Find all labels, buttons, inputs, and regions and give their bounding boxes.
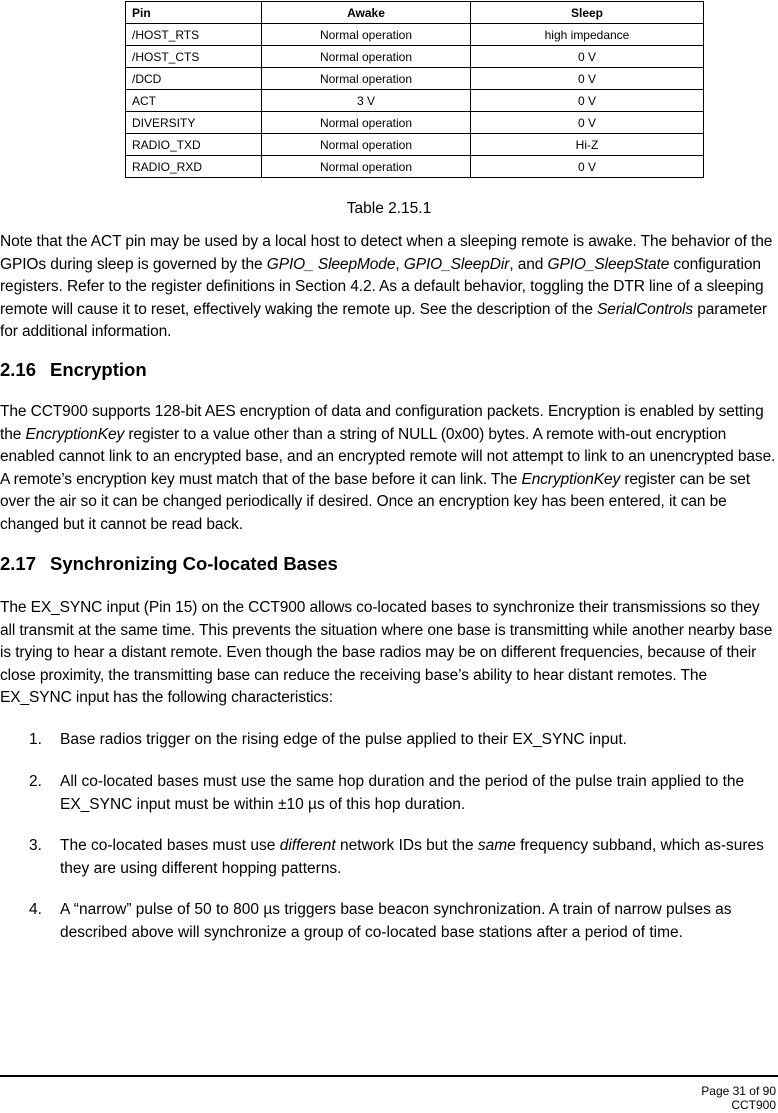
section-heading-sync	[0, 553, 338, 575]
text-run: The co-located bases must use	[60, 837, 280, 854]
pin-state-table	[125, 1, 704, 178]
table-header-pin: Pin	[126, 2, 262, 24]
table-cell: Normal operation	[262, 134, 471, 156]
table-row	[126, 156, 704, 178]
table-row	[126, 68, 704, 90]
act-pin-paragraph	[0, 231, 776, 344]
table-header-awake: Awake	[262, 2, 471, 24]
page-number: Page 31 of 90	[701, 1084, 776, 1098]
table-row	[126, 134, 704, 156]
table-cell: Normal operation	[262, 112, 471, 134]
table-cell: Normal operation	[262, 24, 471, 46]
register-name: GPIO_ SleepMode	[266, 255, 396, 273]
table-header-row	[126, 2, 704, 24]
list-text: Base radios trigger on the rising edge of the pulse applied to their EX_SYNC input.	[60, 731, 627, 748]
section-title: Synchronizing Co-located Bases	[50, 553, 338, 574]
emphasis: different	[279, 837, 336, 854]
table-cell: 0 V	[471, 90, 704, 112]
table-header-sleep: Sleep	[471, 2, 704, 24]
list-text: A “narrow” pulse of 50 to 800 µs triggers base beacon synchronization. A train of narrow pulses as described above will synchronize a group of co-located base stations after a period of time.	[60, 901, 732, 941]
sync-paragraph: The EX_SYNC input (Pin 15) on the CCT900 allows co-located bases to synchronize their transmissions so they all transmit at the same time. This prevents the situation where one base is transmitting while another nearby base is trying to hear a distant remote. Even though the base radios may be on different frequencies, because of their close proximity, the transmitting base can reduce the receiving base’s ability to hear distant remotes. The EX_SYNC input has the following characteristics:	[0, 599, 773, 706]
text-run: The CCT900 supports 128-bit AES encryption of data and configuration packets. Encryption is enabled by setting the	[0, 403, 764, 443]
list-number: 4.	[29, 901, 42, 918]
encryption-paragraph	[0, 401, 776, 536]
text-run: parameter for additional information.	[0, 300, 767, 340]
table-cell: 0 V	[471, 68, 704, 90]
list-text: All co-located bases must use the same hop duration and the period of the pulse train applied to the EX_SYNC input must be within ±10 µs of this hop duration.	[60, 773, 745, 813]
table-row	[126, 90, 704, 112]
text-run: , and	[509, 255, 548, 273]
text-run: register can be set over the air so it can be changed periodically if desired. Once an encryption key has been entered, it can be changed but it cannot be read back.	[0, 470, 750, 533]
emphasis: same	[477, 837, 516, 854]
table-row	[126, 24, 704, 46]
table-cell: /DCD	[126, 68, 262, 90]
text-run: ,	[395, 255, 404, 273]
register-name: GPIO_SleepDir	[403, 255, 510, 273]
document-name: CCT900	[731, 1098, 776, 1112]
list-number: 3.	[29, 837, 42, 854]
table-cell: 0 V	[471, 46, 704, 68]
footer-divider	[0, 1075, 778, 1077]
register-name: GPIO_SleepState	[547, 255, 670, 273]
register-name: EncryptionKey	[521, 470, 621, 488]
section-heading-encryption	[0, 359, 147, 381]
text-run: configuration registers. Refer to the register definitions in Section 4.2. As a default behavior, toggling the DTR line of a sleeping remote will cause it to reset, effectively waking the remote up. See the description of the	[0, 255, 764, 318]
section-number: 2.17	[0, 553, 37, 574]
table-row	[126, 46, 704, 68]
table-cell: high impedance	[471, 24, 704, 46]
table-cell: RADIO_TXD	[126, 134, 262, 156]
table-row	[126, 112, 704, 134]
table-cell: ACT	[126, 90, 262, 112]
table-cell: /HOST_CTS	[126, 46, 262, 68]
text-run: network IDs but the	[335, 837, 478, 854]
table-cell: 3 V	[262, 90, 471, 112]
list-text	[60, 835, 775, 880]
text-run: Note that the ACT pin may be used by a local host to detect when a sleeping remote is awake. The behavior of the GPIOs during sleep is governed by the	[0, 233, 773, 273]
table-cell: Hi-Z	[471, 134, 704, 156]
table-caption: Table 2.15.1	[346, 200, 432, 217]
table-cell: Normal operation	[262, 68, 471, 90]
text-run: register to a value other than a string of NULL (0x00) bytes. A remote with-out encryption enabled cannot link to an encrypted base, and an encrypted remote will not attempt to link to an unencrypted base. A remote’s encryption key must match that of the base before it can link. The	[0, 425, 776, 488]
table-cell: /HOST_RTS	[126, 24, 262, 46]
table-cell: 0 V	[471, 112, 704, 134]
section-number: 2.16	[0, 359, 37, 380]
parameter-name: SerialControls	[597, 300, 694, 318]
list-number: 1.	[29, 731, 42, 748]
table-cell: 0 V	[471, 156, 704, 178]
table-cell: RADIO_RXD	[126, 156, 262, 178]
table-cell: DIVERSITY	[126, 112, 262, 134]
list-number: 2.	[29, 773, 42, 790]
text-run: frequency subband, which as-sures they are using different hopping patterns.	[60, 837, 764, 877]
table-cell: Normal operation	[262, 156, 471, 178]
register-name: EncryptionKey	[25, 425, 125, 443]
section-title: Encryption	[50, 359, 147, 380]
table-cell: Normal operation	[262, 46, 471, 68]
